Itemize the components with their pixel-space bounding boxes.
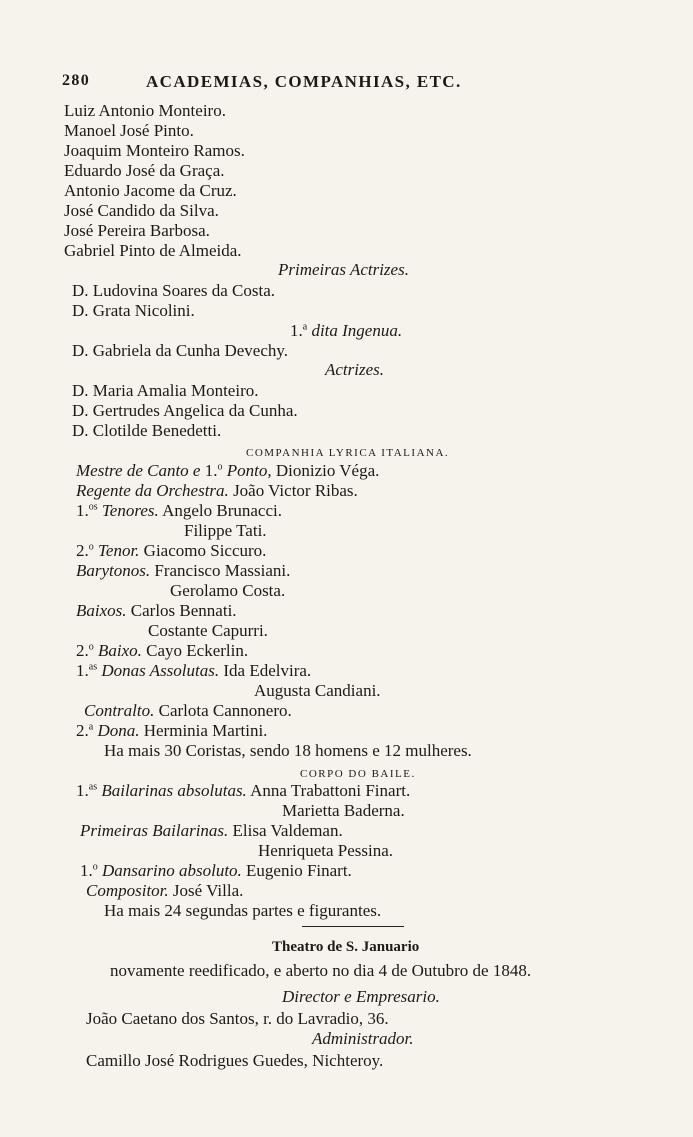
performer-name: Angelo Brunacci. xyxy=(162,501,282,520)
performer-name: José Villa. xyxy=(172,881,244,900)
actor-name: José Candido da Silva. xyxy=(64,201,219,220)
role-line-tenores xyxy=(76,501,282,521)
actress-name: D. Grata Nicolini. xyxy=(72,301,195,320)
director-name: João Caetano dos Santos, r. do Lavradio, 36. xyxy=(86,1009,389,1028)
ordinal-number: 2. xyxy=(76,641,89,660)
running-title: ACADEMIAS, COMPANHIAS, ETC. xyxy=(146,72,462,91)
ordinal-suffix: a xyxy=(88,721,94,733)
role-line-primeiras-bailarinas xyxy=(80,821,343,841)
section-heading-baile: CORPO DO BAILE. xyxy=(300,768,416,780)
role-line-tenor2 xyxy=(76,541,266,561)
performer-name: Dionizio Véga. xyxy=(275,461,380,480)
role-label: Dansarino absoluto. xyxy=(102,861,242,880)
role-label: Tenor. xyxy=(98,541,140,560)
ordinal-number: 1. xyxy=(76,661,89,680)
coristas-note: Ha mais 30 Coristas, sendo 18 homens e 12 mulheres. xyxy=(104,741,472,760)
ordinal-suffix: o xyxy=(88,541,94,553)
page-header xyxy=(62,72,532,96)
role-label: Tenores. xyxy=(101,501,159,520)
actor-name: José Pereira Barbosa. xyxy=(64,221,210,240)
actor-name: Manoel José Pinto. xyxy=(64,121,194,140)
role-label: Mestre de Canto e xyxy=(76,461,201,480)
ordinal-number: 1. xyxy=(204,461,218,480)
role-line-donas xyxy=(76,661,311,681)
admin-heading: Administrador. xyxy=(312,1029,414,1048)
role-line-bailarinas xyxy=(76,781,410,801)
role-line-baixos xyxy=(76,601,237,621)
actor-name: Antonio Jacome da Cruz. xyxy=(64,181,237,200)
actor-name: Gabriel Pinto de Almeida. xyxy=(64,241,242,260)
actress-name: D. Clotilde Benedetti. xyxy=(72,421,222,440)
actress-name: D. Maria Amalia Monteiro. xyxy=(72,381,259,400)
role-line-dona2 xyxy=(76,721,267,741)
ordinal-suffix: o xyxy=(217,461,223,473)
role-line-compositor xyxy=(86,881,243,901)
performer-name: Gerolamo Costa. xyxy=(170,581,286,600)
performer-name: Giacomo Siccuro. xyxy=(143,541,267,560)
performer-name: Anna Trabattoni Finart. xyxy=(250,781,411,800)
performer-name: Eugenio Finart. xyxy=(246,861,352,880)
role-label: Primeiras Bailarinas. xyxy=(80,821,229,840)
section-divider xyxy=(302,926,404,927)
performer-name: Carlota Cannonero. xyxy=(158,701,292,720)
performer-name: Herminia Martini. xyxy=(143,721,268,740)
director-heading: Director e Empresario. xyxy=(282,987,440,1006)
actor-name: Eduardo José da Graça. xyxy=(64,161,225,180)
section-heading-ingenua xyxy=(290,321,402,341)
section-heading-lyrica: COMPANHIA LYRICA ITALIANA. xyxy=(246,447,450,459)
performer-name: Carlos Bennati. xyxy=(130,601,237,620)
role-label: Baixo. xyxy=(98,641,142,660)
role-label: Dona. xyxy=(97,721,140,740)
role-label: Donas Assolutas. xyxy=(101,661,220,680)
performer-name: Francisco Massiani. xyxy=(154,561,291,580)
performer-name: Marietta Baderna. xyxy=(282,801,405,820)
performer-name: João Victor Ribas. xyxy=(233,481,358,500)
figurantes-note: Ha mais 24 segundas partes e figurantes. xyxy=(104,901,382,920)
ordinal-number: 1. xyxy=(80,861,93,880)
role-line-regente xyxy=(76,481,358,501)
ordinal-suffix: a xyxy=(302,321,308,333)
ordinal-number: 1. xyxy=(76,501,89,520)
performer-name: Cayo Eckerlin. xyxy=(146,641,249,660)
role-line-mestre xyxy=(76,461,379,481)
actress-name: D. Gertrudes Angelica da Cunha. xyxy=(72,401,298,420)
ordinal-suffix: as xyxy=(88,781,98,793)
actress-name: D. Gabriela da Cunha Devechy. xyxy=(72,341,289,360)
performer-name: Costante Capurri. xyxy=(148,621,268,640)
section-heading-actrizes: Actrizes. xyxy=(325,360,385,379)
theatro-subtitle: novamente reedificado, e aberto no dia 4 de Outubro de 1848. xyxy=(110,961,532,980)
section-heading-primeiras-actrizes: Primeiras Actrizes. xyxy=(278,260,409,279)
admin-name: Camillo José Rodrigues Guedes, Nichteroy. xyxy=(86,1051,384,1070)
role-label: Bailarinas absolutas. xyxy=(101,781,247,800)
role-line-contralto xyxy=(84,701,292,721)
role-label: Ponto, xyxy=(226,461,272,480)
ordinal-number: 2. xyxy=(76,541,89,560)
heading-text: dita Ingenua. xyxy=(311,321,403,340)
ordinal-suffix: o xyxy=(88,641,94,653)
ordinal-suffix: o xyxy=(92,861,98,873)
performer-name: Filippe Tati. xyxy=(184,521,267,540)
performer-name: Augusta Candiani. xyxy=(254,681,381,700)
role-line-dansarino xyxy=(80,861,352,881)
page-number: 280 xyxy=(62,72,91,89)
ordinal-suffix: os xyxy=(88,501,98,513)
actress-name: D. Ludovina Soares da Costa. xyxy=(72,281,276,300)
ordinal-suffix: as xyxy=(88,661,98,673)
role-label: Regente da Orchestra. xyxy=(76,481,229,500)
performer-name: Ida Edelvira. xyxy=(223,661,312,680)
ordinal-number: 2. xyxy=(76,721,89,740)
actor-name: Joaquim Monteiro Ramos. xyxy=(64,141,245,160)
role-line-baixo2 xyxy=(76,641,248,661)
performer-name: Elisa Valdeman. xyxy=(232,821,343,840)
ordinal-number: 1. xyxy=(76,781,89,800)
actor-name: Luiz Antonio Monteiro. xyxy=(64,101,226,120)
ordinal-number: 1. xyxy=(290,321,303,340)
role-line-barytonos xyxy=(76,561,290,581)
role-label: Contralto. xyxy=(84,701,155,720)
role-label: Barytonos. xyxy=(76,561,151,580)
performer-name: Henriqueta Pessina. xyxy=(258,841,394,860)
role-label: Baixos. xyxy=(76,601,127,620)
role-label: Compositor. xyxy=(86,881,169,900)
theatro-title: Theatro de S. Januario xyxy=(272,939,420,955)
